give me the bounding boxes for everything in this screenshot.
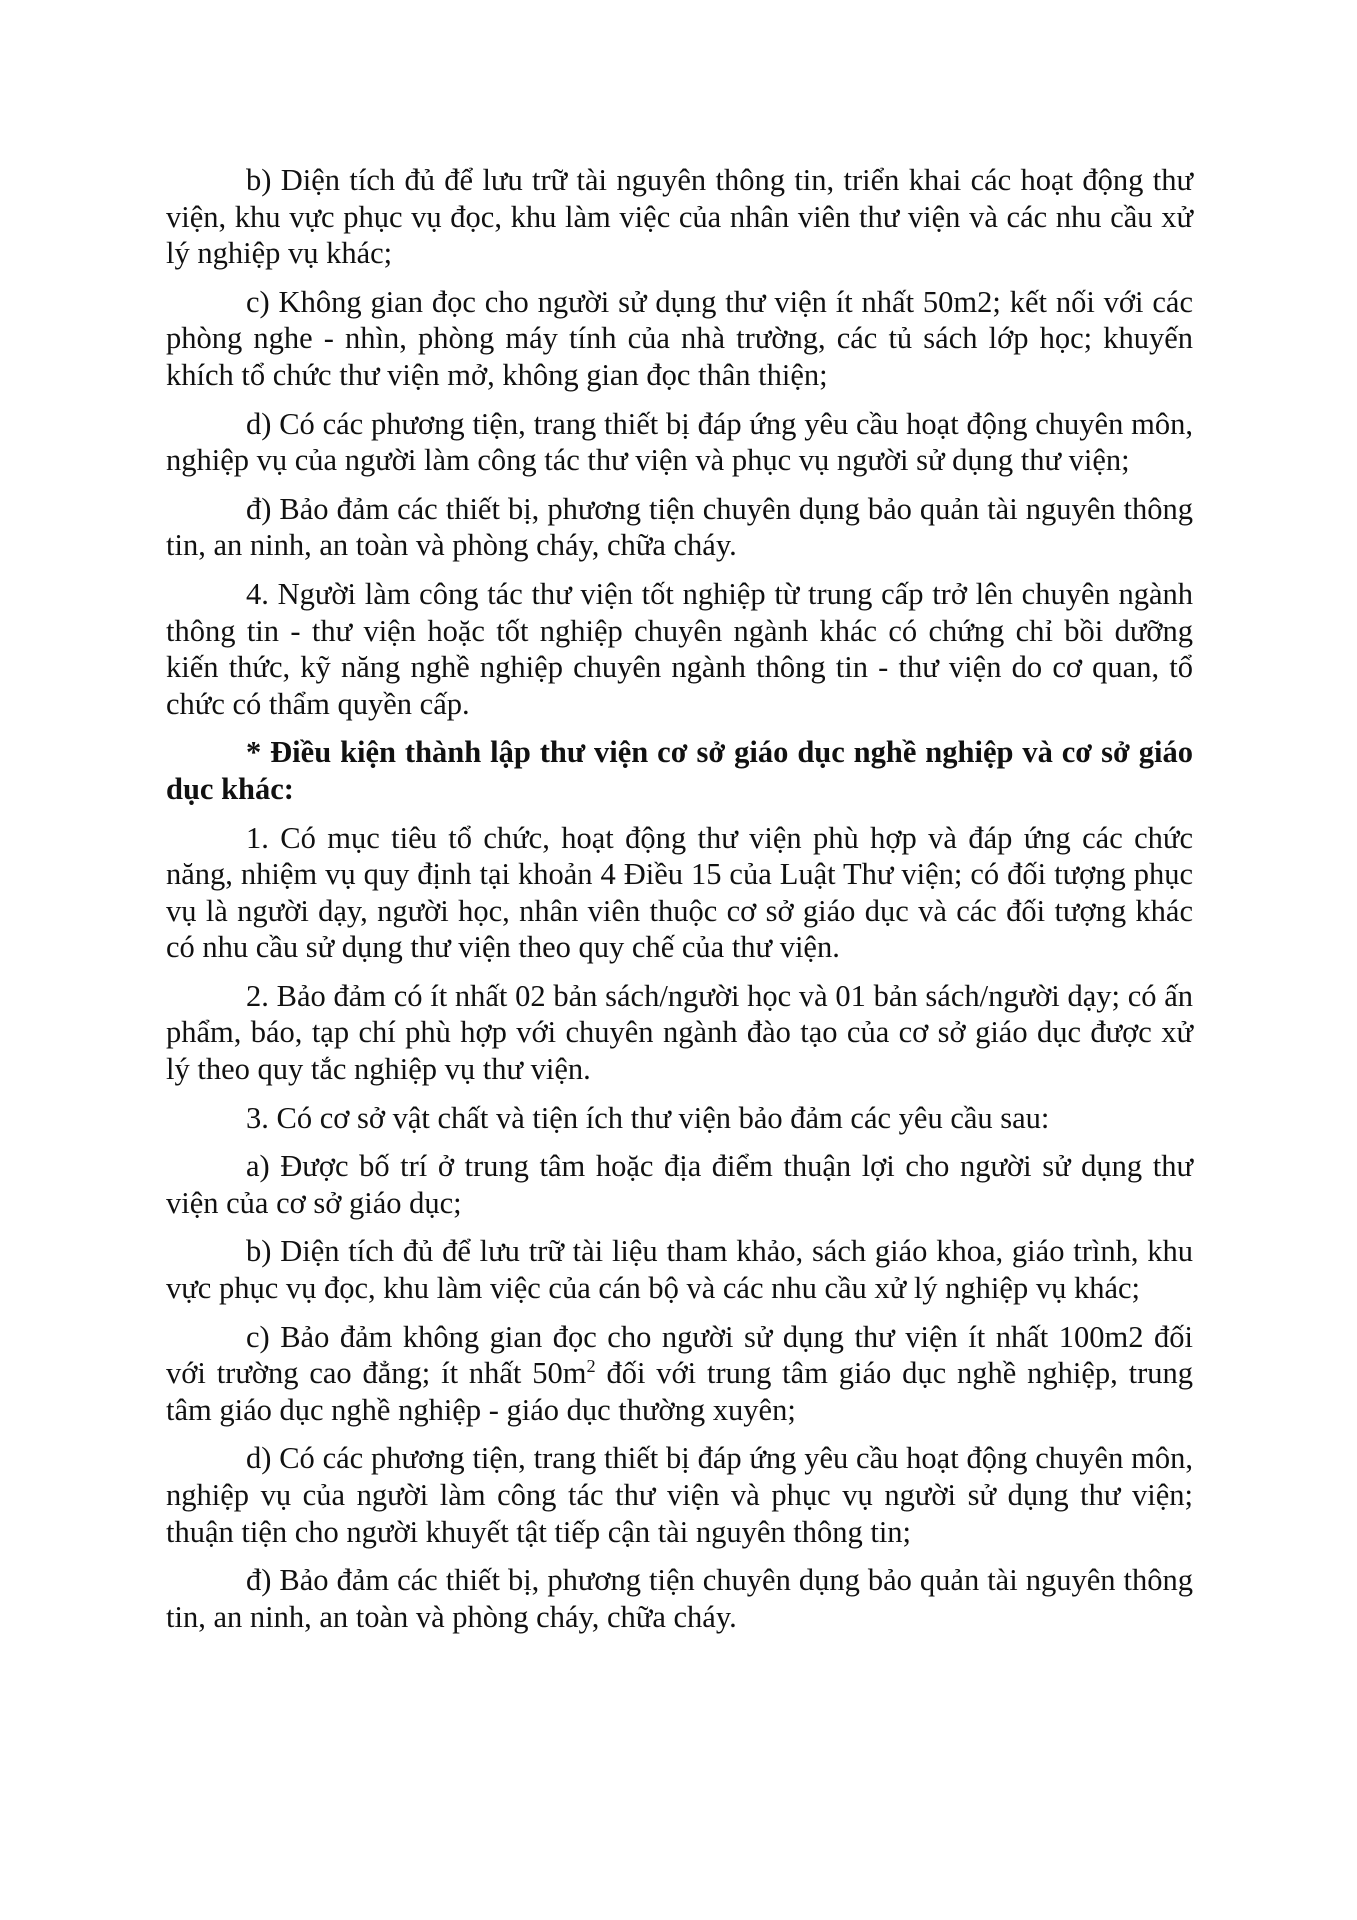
paragraph-d-equipment-access: d) Có các phương tiện, trang thiết bị đáp ứng yêu cầu hoạt động chuyên môn, nghiệp vụ của người làm công tác thư viện và phục vụ người sử dụng thư viện; thuận tiện cho người khuyết tật tiếp cận tài nguyên thông tin; <box>166 1441 1193 1549</box>
paragraph-c-text-start: c) Bảo đảm không gian đọc cho người sử dụng thư viện ít nhất 100m2 đối với trường cao đẳng; ít nhất 50m <box>166 1319 1193 1391</box>
paragraph-2-books: 2. Bảo đảm có ít nhất 02 bản sách/người học và 01 bản sách/người dạy; có ấn phẩm, báo, tạp chí phù hợp với chuyên ngành đào tạo của cơ sở giáo dục được xử lý theo quy tắc nghiệp vụ thư viện. <box>166 978 1193 1087</box>
paragraph-c-reading-space: c) Không gian đọc cho người sử dụng thư viện ít nhất 50m2; kết nối với các phòng nghe - nhìn, phòng máy tính của nhà trường, các tủ sách lớp học; khuyến khích tổ chức thư viện mở, không gian đọc thân thiện; <box>166 284 1193 392</box>
paragraph-dd-preservation-2: đ) Bảo đảm các thiết bị, phương tiện chuyên dụng bảo quản tài nguyên thông tin, an ninh, an toàn và phòng cháy, chữa cháy. <box>166 1563 1193 1634</box>
superscript-square: 2 <box>586 1356 596 1377</box>
paragraph-b-area: b) Diện tích đủ để lưu trữ tài liệu tham khảo, sách giáo khoa, giáo trình, khu vực phục vụ đọc, khu làm việc của cán bộ và các nhu cầu xử lý nghiệp vụ khác; <box>166 1234 1193 1306</box>
paragraph-c-reading-space-size <box>166 1319 1193 1429</box>
paragraph-1-objectives: 1. Có mục tiêu tổ chức, hoạt động thư viện phù hợp và đáp ứng các chức năng, nhiệm vụ quy định tại khoản 4 Điều 15 của Luật Thư viện; có đối tượng phục vụ là người dạy, người học, nhân viên thuộc cơ sở giáo dục và các đối tượng khác có nhu cầu sử dụng thư viện theo quy chế của thư viện. <box>166 820 1193 965</box>
paragraph-c-text-end: đối với trung tâm giáo dục nghề nghiệp, trung tâm giáo dục nghề nghiệp - giáo dục thường xuyên; <box>166 1356 1193 1427</box>
section-heading: * Điều kiện thành lập thư viện cơ sở giáo dục nghề nghiệp và cơ sở giáo dục khác: <box>166 735 1193 806</box>
paragraph-dd-preservation: đ) Bảo đảm các thiết bị, phương tiện chuyên dụng bảo quản tài nguyên thông tin, an ninh, an toàn và phòng cháy, chữa cháy. <box>166 491 1193 563</box>
paragraph-b-storage-area: b) Diện tích đủ để lưu trữ tài nguyên thông tin, triển khai các hoạt động thư viện, khu vực phục vụ đọc, khu làm việc của nhân viên thư viện và các nhu cầu xử lý nghiệp vụ khác; <box>166 163 1193 271</box>
document-page <box>166 162 1193 1647</box>
paragraph-4-staff: 4. Người làm công tác thư viện tốt nghiệp từ trung cấp trở lên chuyên ngành thông tin - thư viện hoặc tốt nghiệp chuyên ngành khác có chứng chỉ bồi dưỡng kiến thức, kỹ năng nghề nghiệp chuyên ngành thông tin - thư viện do cơ quan, tổ chức có thẩm quyền cấp. <box>166 576 1193 721</box>
paragraph-a-location: a) Được bố trí ở trung tâm hoặc địa điểm thuận lợi cho người sử dụng thư viện của cơ sở giáo dục; <box>166 1149 1193 1220</box>
paragraph-d-equipment: d) Có các phương tiện, trang thiết bị đáp ứng yêu cầu hoạt động chuyên môn, nghiệp vụ của người làm công tác thư viện và phục vụ người sử dụng thư viện; <box>166 406 1193 478</box>
paragraph-3-facilities: 3. Có cơ sở vật chất và tiện ích thư viện bảo đảm các yêu cầu sau: <box>246 1100 1050 1135</box>
